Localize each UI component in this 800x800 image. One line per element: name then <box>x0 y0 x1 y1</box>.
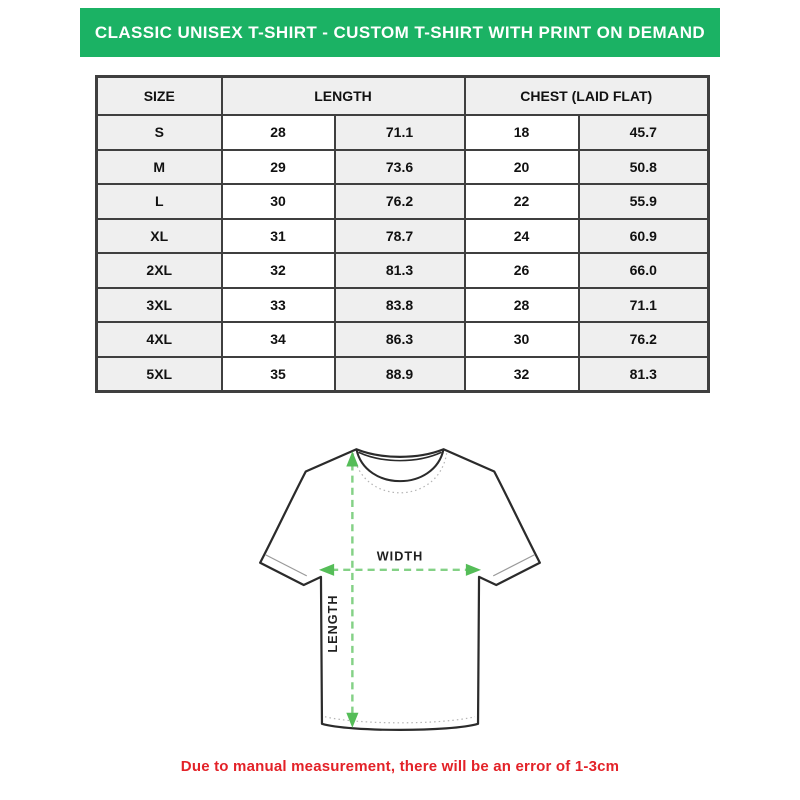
page-title: CLASSIC UNISEX T-SHIRT - CUSTOM T-SHIRT WITH PRINT ON DEMAND <box>94 22 706 42</box>
chest-inches-cell: 18 <box>465 115 579 150</box>
length-cm-cell: 86.3 <box>335 322 465 357</box>
size-table-body <box>97 115 709 392</box>
length-cm-cell: 73.6 <box>335 150 465 185</box>
chest-cm-cell: 50.8 <box>579 150 709 185</box>
length-inches-cell: 34 <box>222 322 335 357</box>
length-cm-cell: 78.7 <box>335 219 465 254</box>
chest-cm-cell: 45.7 <box>579 115 709 150</box>
chest-inches-cell: 26 <box>465 253 579 288</box>
length-inches-cell: 33 <box>222 288 335 323</box>
length-cm-cell: 83.8 <box>335 288 465 323</box>
chest-inches-cell: 24 <box>465 219 579 254</box>
size-cell: 2XL <box>97 253 222 288</box>
chest-cm-cell: 76.2 <box>579 322 709 357</box>
length-inches-cell: 30 <box>222 184 335 219</box>
title-banner <box>80 8 720 57</box>
length-inches-cell: 29 <box>222 150 335 185</box>
size-cell: XL <box>97 219 222 254</box>
chest-inches-cell: 20 <box>465 150 579 185</box>
length-inches-cell: 35 <box>222 357 335 392</box>
table-row <box>97 253 709 288</box>
chest-inches-cell: 22 <box>465 184 579 219</box>
table-row <box>97 288 709 323</box>
tshirt-outline <box>260 449 540 730</box>
length-cm-cell: 76.2 <box>335 184 465 219</box>
chest-inches-cell: 32 <box>465 357 579 392</box>
length-inches-cell: 32 <box>222 253 335 288</box>
chest-inches-cell: 30 <box>465 322 579 357</box>
chest-inches-cell: 28 <box>465 288 579 323</box>
tshirt-measurement-diagram <box>248 432 552 736</box>
length-inches-cell: 28 <box>222 115 335 150</box>
width-label: WIDTH <box>376 549 424 564</box>
size-table <box>95 75 710 393</box>
size-cell: M <box>97 150 222 185</box>
length-cm-cell: 81.3 <box>335 253 465 288</box>
col-header-size: SIZE <box>97 77 222 116</box>
header-row <box>97 77 709 116</box>
col-header-chest: CHEST (LAID FLAT) <box>465 77 709 116</box>
chest-cm-cell: 71.1 <box>579 288 709 323</box>
table-row <box>97 184 709 219</box>
length-label: LENGTH <box>326 594 341 653</box>
col-header-length: LENGTH <box>222 77 465 116</box>
chest-cm-cell: 66.0 <box>579 253 709 288</box>
table-row <box>97 150 709 185</box>
table-row <box>97 115 709 150</box>
size-cell: S <box>97 115 222 150</box>
size-cell: 5XL <box>97 357 222 392</box>
size-cell: 3XL <box>97 288 222 323</box>
size-table-header <box>97 77 709 116</box>
chest-cm-cell: 55.9 <box>579 184 709 219</box>
table-row <box>97 357 709 392</box>
length-cm-cell: 71.1 <box>335 115 465 150</box>
table-row <box>97 322 709 357</box>
chest-cm-cell: 81.3 <box>579 357 709 392</box>
measurement-note: Due to manual measurement, there will be an error of 1-3cm <box>180 758 620 775</box>
length-inches-cell: 31 <box>222 219 335 254</box>
size-cell: L <box>97 184 222 219</box>
length-cm-cell: 88.9 <box>335 357 465 392</box>
size-cell: 4XL <box>97 322 222 357</box>
chest-cm-cell: 60.9 <box>579 219 709 254</box>
tshirt-diagram-svg <box>248 432 552 736</box>
table-row <box>97 219 709 254</box>
